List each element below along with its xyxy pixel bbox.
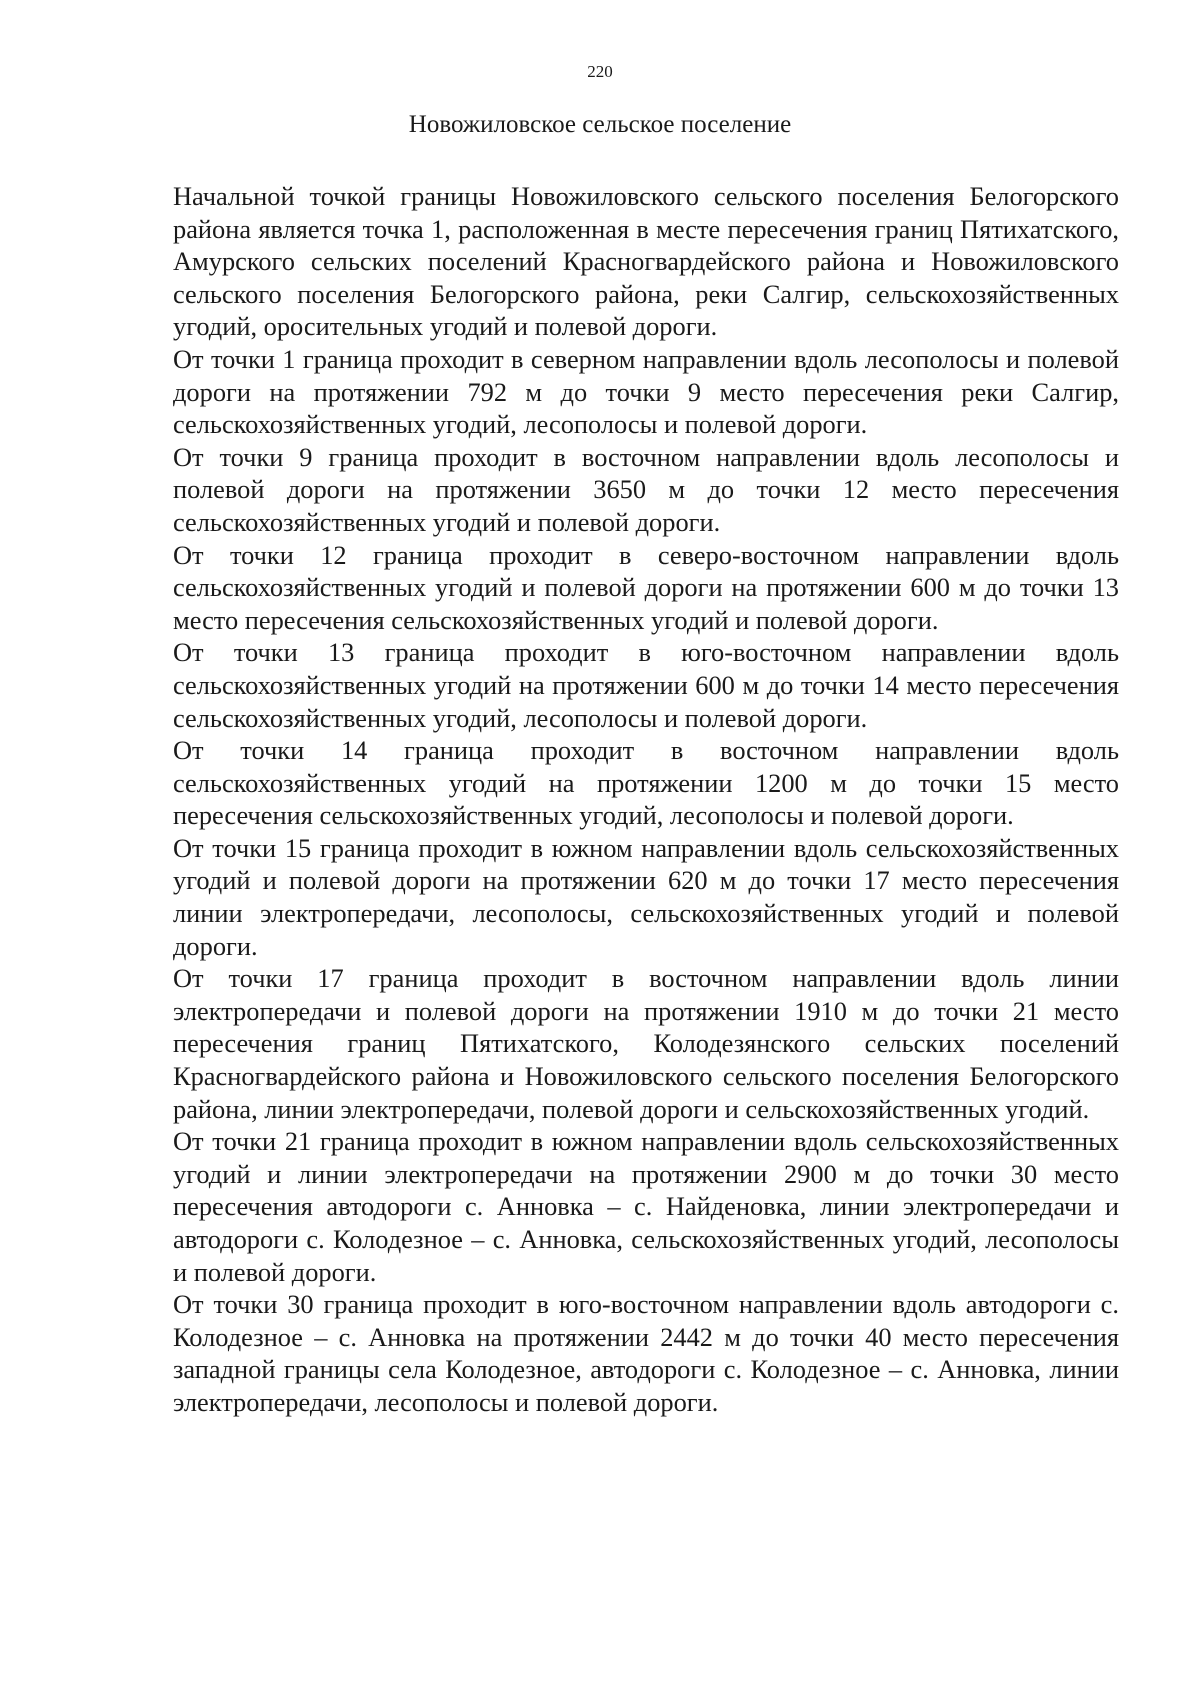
paragraph-9: От точки 21 граница проходит в южном направлении вдоль сельскохозяйственных угодий и линии электропередачи на протяжении 2900 м до точки 30 место пересечения автодороги с. Анновка – с. Найденовка, линии электропередачи и автодороги с. Колодезное – с. Анновка, сельскохозяйственных угодий, лесополосы и полевой дороги.	[173, 1126, 1119, 1287]
paragraph-3: От точки 9 граница проходит в восточном направлении вдоль лесополосы и полевой дороги на протяжении 3650 м до точки 12 место пересечения сельскохозяйственных угодий и полевой дороги.	[173, 441, 1119, 537]
paragraph-8: От точки 17 граница проходит в восточном направлении вдоль линии электропередачи и полевой дороги на протяжении 1910 м до точки 21 место пересечения границ Пятихатского, Колодезянского сельских поселений Красногвардейского района и Новожиловского сельского поселения Белогорского района, линии электропередачи, полевой дороги и сельскохозяйственных угодий.	[173, 963, 1119, 1124]
paragraph-5: От точки 13 граница проходит в юго-восточном направлении вдоль сельскохозяйственных угодий на протяжении 600 м до точки 14 место пересечения сельскохозяйственных угодий, лесополосы и полевой дороги.	[173, 637, 1119, 733]
document-body	[173, 180, 1119, 1419]
paragraph-2: От точки 1 граница проходит в северном направлении вдоль лесополосы и полевой дороги на протяжении 792 м до точки 9 место пересечения реки Салгир, сельскохозяйственных угодий, лесополосы и полевой дороги.	[173, 343, 1119, 440]
paragraph-10: От точки 30 граница проходит в юго-восточном направлении вдоль автодороги с. Колодезное – с. Анновка на протяжении 2442 м до точки 40 место пересечения западной границы села Колодезное, автодороги с. Колодезное – с. Анновка, линии электропередачи, лесополосы и полевой дороги.	[173, 1289, 1119, 1417]
document-title: Новожиловское сельское поселение	[408, 111, 792, 138]
paragraph-1: Начальной точкой границы Новожиловского сельского поселения Белогорского района является точка 1, расположенная в месте пересечения границ Пятихатского, Амурского сельских поселений Красногвардейского района и Новожиловского сельского поселения Белогорского района, реки Салгир, сельскохозяйственных угодий, оросительных угодий и полевой дороги.	[173, 181, 1119, 342]
paragraph-7: От точки 15 граница проходит в южном направлении вдоль сельскохозяйственных угодий и полевой дороги на протяжении 620 м до точки 17 место пересечения линии электропередачи, лесополосы, сельскохозяйственных угодий и полевой дороги.	[173, 832, 1119, 961]
page-number: 220	[587, 62, 613, 81]
paragraph-6: От точки 14 граница проходит в восточном направлении вдоль сельскохозяйственных угодий на протяжении 1200 м до точки 15 место пересечения сельскохозяйственных угодий, лесополосы и полевой дороги.	[173, 735, 1119, 831]
paragraph-4: От точки 12 граница проходит в северо-восточном направлении вдоль сельскохозяйственных угодий и полевой дороги на протяжении 600 м до точки 13 место пересечения сельскохозяйственных угодий и полевой дороги.	[173, 539, 1119, 635]
